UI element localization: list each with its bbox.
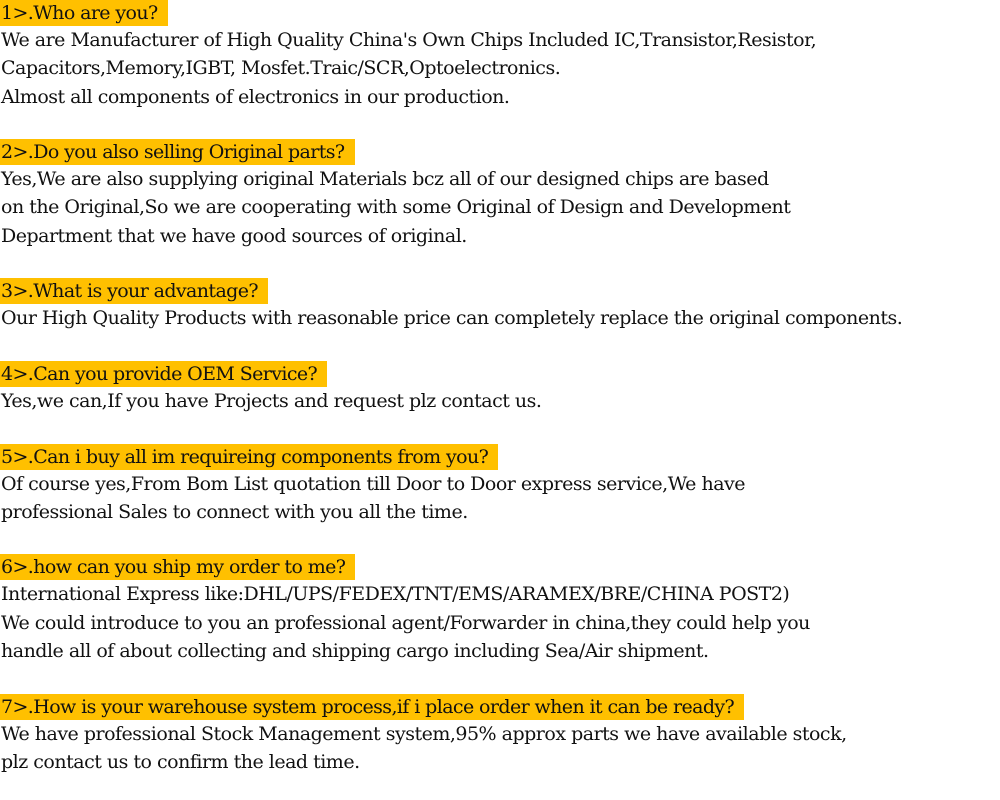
faq-answer-line: Yes,we can,If you have Projects and request plz contact us. [1, 389, 542, 412]
faq-answer-line: We could introduce to you an professional agent/Forwarder in china,they could help you [1, 611, 810, 634]
faq-question: 6>.how can you ship my order to me? [0, 554, 355, 580]
faq-answer-line: Capacitors,Memory,IGBT, Mosfet.Traic/SCR,Optoelectronics. [1, 57, 561, 80]
faq-question: 4>.Can you provide OEM Service? [0, 361, 327, 387]
faq-question: 2>.Do you also selling Original parts? [0, 139, 355, 165]
faq-answer-line: Our High Quality Products with reasonable price can completely replace the original components. [1, 307, 903, 330]
faq-question: 3>.What is your advantage? [0, 278, 268, 304]
faq-item-3 [0, 278, 1000, 332]
faq-item-1 [0, 0, 1000, 111]
faq-spacer [0, 415, 1000, 443]
faq-answer-line: Almost all components of electronics in our production. [1, 85, 510, 108]
faq-item-6 [0, 554, 1000, 665]
faq-answer-line: on the Original,So we are cooperating with some Original of Design and Development [1, 196, 791, 219]
faq-answer-line: International Express like:DHL/UPS/FEDEX/TNT/EMS/ARAMEX/BRE/CHINA POST2) [1, 583, 790, 606]
faq-question: 5>.Can i buy all im requireing components from you? [0, 444, 498, 470]
faq-answer-line: Of course yes,From Bom List quotation till Door to Door express service,We have [1, 472, 746, 495]
faq-question: 7>.How is your warehouse system process,if i place order when it can be ready? [0, 694, 744, 720]
faq-spacer [0, 665, 1000, 693]
faq-answer-line: plz contact us to confirm the lead time. [1, 750, 360, 773]
faq-answer-line: We have professional Stock Management system,95% approx parts we have available stock, [1, 722, 847, 745]
faq-answer-line: Department that we have good sources of original. [1, 224, 467, 247]
faq-spacer [0, 526, 1000, 554]
faq-item-5 [0, 444, 1000, 527]
faq-answer-line: Yes,We are also supplying original Materials bcz all of our designed chips are based [1, 168, 769, 191]
faq-answer-line: professional Sales to connect with you all the time. [1, 500, 468, 523]
faq-answer-line: handle all of about collecting and shipping cargo including Sea/Air shipment. [1, 640, 709, 663]
faq-item-2 [0, 139, 1000, 250]
faq-item-7 [0, 694, 1000, 777]
faq-question: 1>.Who are you? [0, 0, 168, 26]
faq-spacer [0, 333, 1000, 361]
faq-item-4 [0, 361, 1000, 415]
faq-spacer [0, 111, 1000, 139]
faq-spacer [0, 250, 1000, 278]
faq-answer-line: We are Manufacturer of High Quality China's Own Chips Included IC,Transistor,Resistor, [1, 29, 817, 51]
